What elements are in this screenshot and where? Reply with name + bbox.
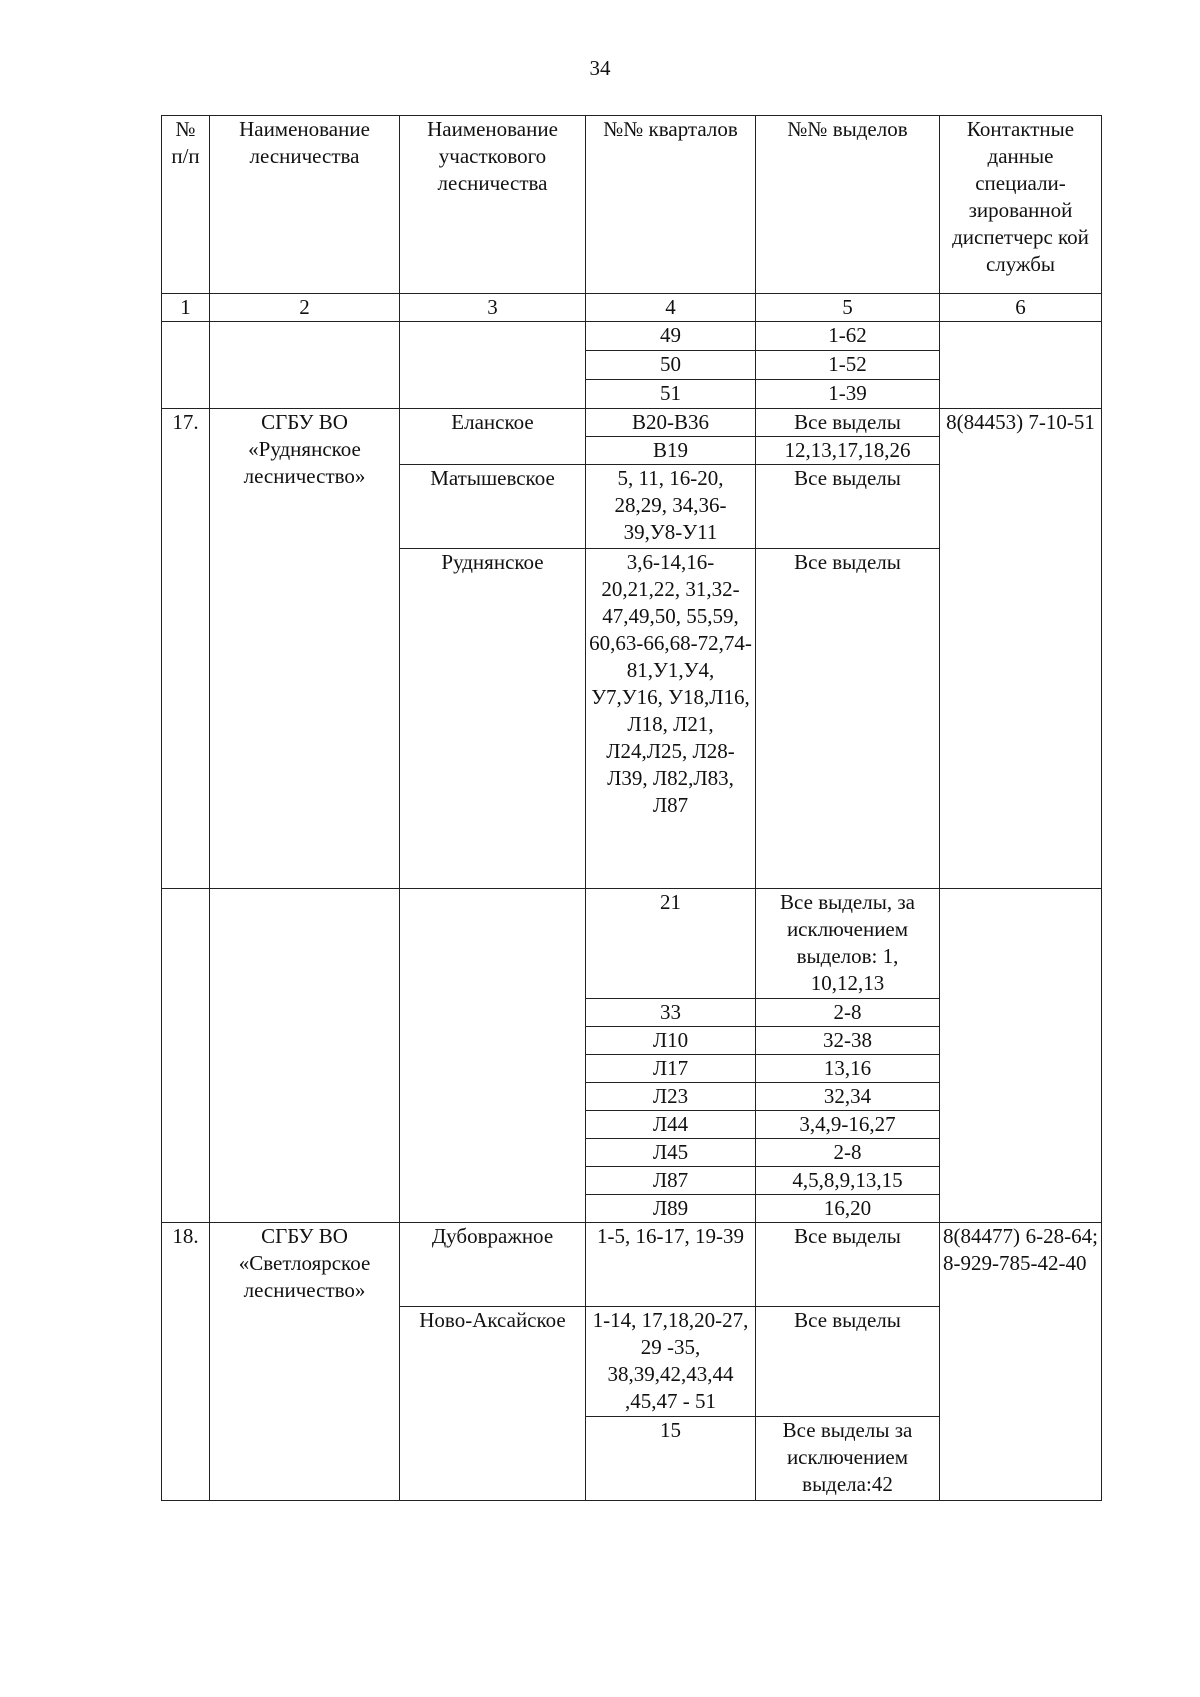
empty-cell (162, 889, 210, 1223)
allotment-cell: Все выделы (756, 465, 940, 549)
empty-cell (162, 322, 210, 409)
empty-cell (940, 322, 1102, 409)
contact-text: 8(84477) 6-28-64; 8-929-785-42-40 (943, 1224, 1098, 1275)
col-number: 2 (210, 294, 400, 322)
district-name: Дубовражное (400, 1223, 586, 1307)
allotment-cell: 3,4,9-16,27 (756, 1111, 940, 1139)
table-row (162, 322, 1102, 351)
record-number: 17. (162, 409, 210, 889)
allotment-cell: Все выделы (756, 1223, 940, 1307)
quarter-cell: 5, 11, 16-20, 28,29, 34,36-39,У8-У11 (586, 465, 756, 549)
allotment-cell: 2-8 (756, 999, 940, 1027)
allotment-cell: 13,16 (756, 1055, 940, 1083)
col-number: 6 (940, 294, 1102, 322)
forestry-name: СГБУ ВО «Руднянское лесничество» (210, 409, 400, 889)
quarter-cell: 3,6-14,16-20,21,22, 31,32-47,49,50, 55,59, 60,63-66,68-72,74-81,У1,У4, У7,У16, У18,Л16, Л18, Л21, Л24,Л25, Л28-Л39, Л82,Л83, Л87 (586, 549, 756, 889)
table-row (162, 889, 1102, 999)
quarter-cell: Л44 (586, 1111, 756, 1139)
table-row (162, 409, 1102, 437)
quarter-cell: 1-5, 16-17, 19-39 (586, 1223, 756, 1307)
col-number: 5 (756, 294, 940, 322)
quarter-cell: Л17 (586, 1055, 756, 1083)
allotment-cell: 2-8 (756, 1139, 940, 1167)
empty-cell (400, 889, 586, 1223)
district-name: Ново-Аксайское (400, 1307, 586, 1501)
allotment-cell: 32-38 (756, 1027, 940, 1055)
quarter-cell: Л87 (586, 1167, 756, 1195)
col-number: 3 (400, 294, 586, 322)
header-quarters: №№ кварталов (586, 116, 756, 294)
contact-cell: 8(84453) 7-10-51 (940, 409, 1102, 889)
district-name: Руднянское (400, 549, 586, 889)
quarter-cell: 33 (586, 999, 756, 1027)
quarter-cell: Л10 (586, 1027, 756, 1055)
allotment-cell: 1-52 (756, 351, 940, 380)
empty-cell (210, 889, 400, 1223)
header-allotments: №№ выделов (756, 116, 940, 294)
allotment-cell: Все выделы (756, 409, 940, 437)
quarter-cell: 49 (586, 322, 756, 351)
allotment-cell: Все выделы за исключением выдела:42 (756, 1417, 940, 1501)
contact-cell (940, 1223, 1102, 1501)
header-contacts: Контактные данные специали-зированной диспетчерс кой службы (940, 116, 1102, 294)
forestry-name: СГБУ ВО «Светлоярское лесничество» (210, 1223, 400, 1501)
quarter-cell: 15 (586, 1417, 756, 1501)
empty-cell (210, 322, 400, 409)
quarter-cell: Л89 (586, 1195, 756, 1223)
quarter-cell: 50 (586, 351, 756, 380)
allotment-cell: 32,34 (756, 1083, 940, 1111)
quarter-cell: Л45 (586, 1139, 756, 1167)
header-forestry: Наименование лесничества (210, 116, 400, 294)
allotment-cell: Все выделы (756, 1307, 940, 1417)
quarter-cell: В20-В36 (586, 409, 756, 437)
quarter-cell: В19 (586, 437, 756, 465)
table-row (162, 1223, 1102, 1307)
record-number: 18. (162, 1223, 210, 1501)
allotment-cell: 1-62 (756, 322, 940, 351)
district-name: Матышевское (400, 465, 586, 549)
district-name: Еланское (400, 409, 586, 465)
allotment-cell: 4,5,8,9,13,15 (756, 1167, 940, 1195)
allotment-cell: Все выделы (756, 549, 940, 889)
allotment-cell: 16,20 (756, 1195, 940, 1223)
header-num: № п/п (162, 116, 210, 294)
allotment-cell: 12,13,17,18,26 (756, 437, 940, 465)
col-number: 1 (162, 294, 210, 322)
page-number: 34 (589, 56, 611, 80)
quarter-cell: 21 (586, 889, 756, 999)
table-header-row (162, 116, 1102, 294)
quarter-cell: 51 (586, 380, 756, 409)
col-number: 4 (586, 294, 756, 322)
quarter-cell: 1-14, 17,18,20-27, 29 -35, 38,39,42,43,44 ,45,47 - 51 (586, 1307, 756, 1417)
empty-cell (400, 322, 586, 409)
quarter-cell: Л23 (586, 1083, 756, 1111)
allotment-cell: 1-39 (756, 380, 940, 409)
column-number-row (162, 294, 1102, 322)
allotment-cell: Все выделы, за исключением выделов: 1, 10,12,13 (756, 889, 940, 999)
empty-cell (940, 889, 1102, 1223)
header-district: Наименование участкового лесничества (400, 116, 586, 294)
forestry-table (161, 115, 1102, 1501)
